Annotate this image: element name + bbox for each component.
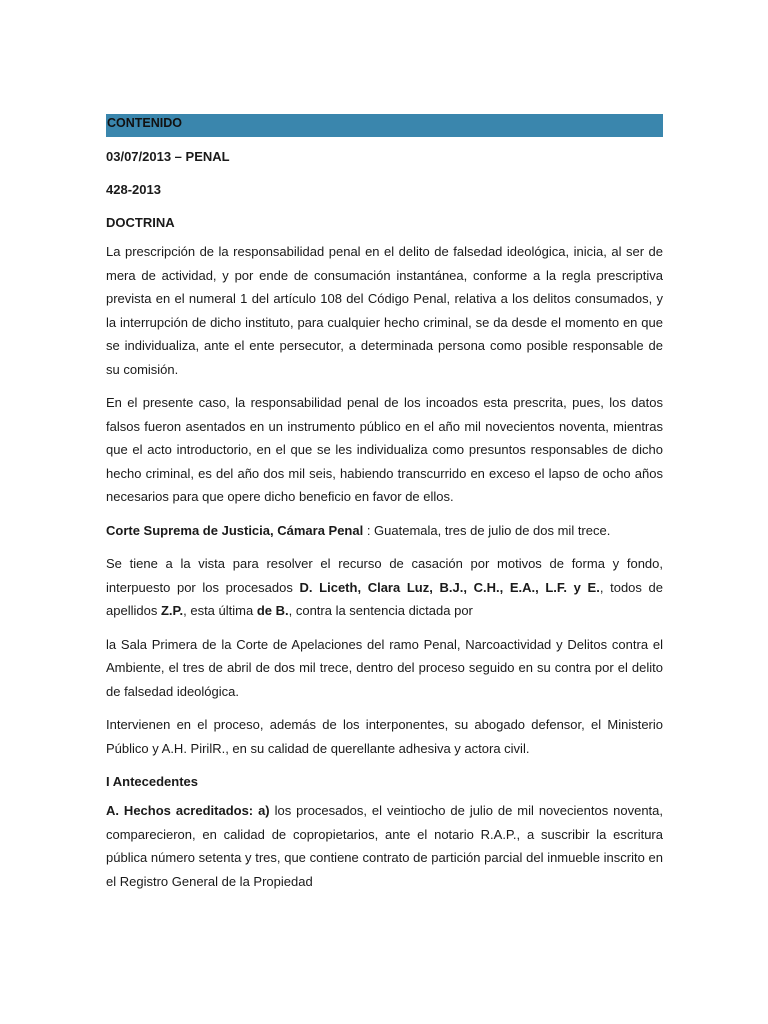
resolve-text-4: , contra la sentencia dictada por <box>288 603 473 618</box>
sala-paragraph: la Sala Primera de la Corte de Apelaciones del ramo Penal, Narcoactividad y Delitos contra el Ambiente, el tres de abril de dos mil trece, dentro del proceso seguido en su contra por el delito de falsedad ideológica. <box>106 636 663 699</box>
resolve-married-name: de B. <box>256 603 289 618</box>
court-line <box>106 519 663 543</box>
court-date-text: : Guatemala, tres de julio de dos mil trece. <box>363 522 611 538</box>
section-header-bar <box>106 114 663 137</box>
resolve-paragraph <box>106 552 663 623</box>
hechos-text: los procesados, el veintiocho de julio de mil novecientos noventa, comparecieron, en calidad de copropietarios, ante el notario R.A.P., a suscribir la escritura pública número setenta y tres, que contiene contrato de partición parcial del inmueble inscrito en el Registro General de la Propiedad <box>106 803 664 889</box>
court-name: Corte Suprema de Justicia, Cámara Penal <box>106 522 364 538</box>
section-header-title: CONTENIDO <box>107 116 182 130</box>
doctrina-paragraph-1: La prescripción de la responsabilidad penal en el delito de falsedad ideológica, inicia, al ser de mera de actividad, y por ende de consumación instantánea, conforme a la regla prescriptiva prevista en el numeral 1 del artículo 108 del Código Penal, relativa a los delitos consumados, y la interrupción de dicho instituto, para cualquier hecho criminal, se da desde el momento en que se individualiza, ante el ente persecutor, a determinada persona como posible responsable de su comisión. <box>106 244 663 377</box>
intervienen-paragraph: Intervienen en el proceso, además de los interponentes, su abogado defensor, el Ministerio Público y A.H. PirilR., en su calidad de querellante adhesiva y actora civil. <box>106 717 663 756</box>
hechos-label: A. Hechos acreditados: a) <box>106 803 270 818</box>
date-line: 03/07/2013 – PENAL <box>106 149 230 164</box>
doctrina-heading: DOCTRINA <box>106 215 175 230</box>
doctrina-paragraph-2: En el presente caso, la responsabilidad penal de los incoados esta prescrita, pues, los datos falsos fueron asentados en un instrumento público en el año mil novecientos noventa, mientras que el acto introductorio, en el que se les individualiza como presuntos responsables de dicho hecho criminal, es del año dos mil seis, habiendo transcurrido en exceso el lapso de ocho años necesarios para que opere dicho beneficio en favor de ellos. <box>106 395 663 504</box>
document-page <box>106 114 663 893</box>
resolve-surnames: Z.P. <box>160 603 184 618</box>
resolve-text-1: Se tiene a la vista para resolver el recurso de casación por motivos de forma y fondo, interpuesto por los procesados <box>106 556 663 595</box>
hechos-paragraph <box>106 799 663 893</box>
resolve-defendants: D. Liceth, Clara Luz, B.J., C.H., E.A., L.F. y E. <box>299 579 600 595</box>
antecedentes-heading: I Antecedentes <box>106 774 198 789</box>
resolve-text-3: , esta última <box>183 603 257 618</box>
case-number: 428-2013 <box>106 182 161 197</box>
resolve-text-2: , todos de apellidos <box>106 579 663 618</box>
